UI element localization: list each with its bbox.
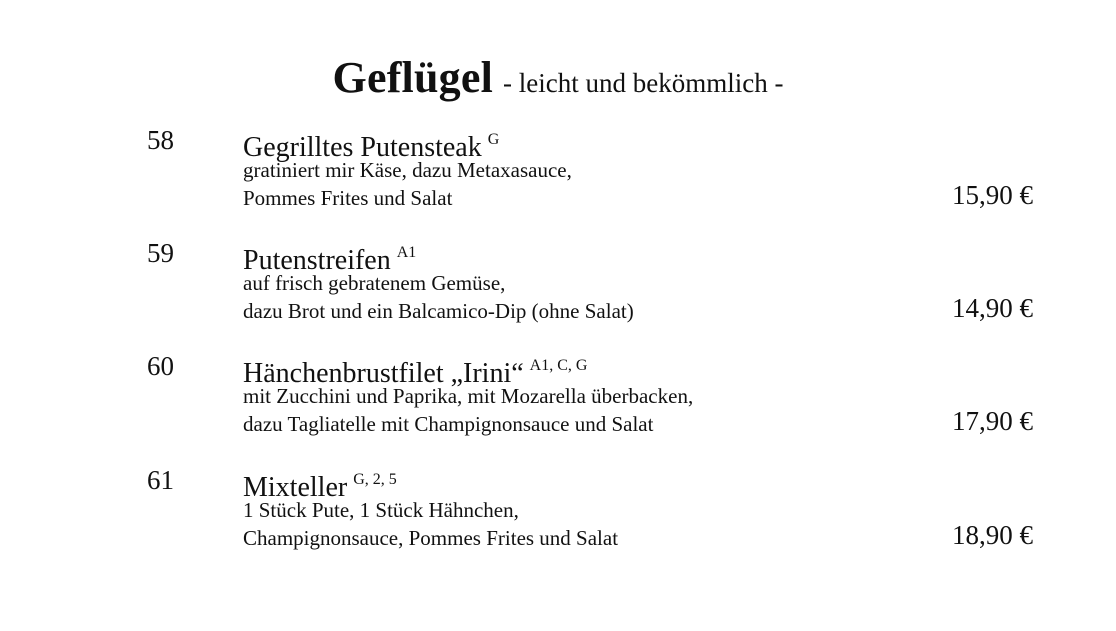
item-allergens: G <box>487 131 500 148</box>
item-allergens: A1 <box>396 244 417 261</box>
item-description-line1: mit Zucchini und Paprika, mit Mozarella überbacken, <box>243 384 694 408</box>
menu-item-61 <box>0 465 1116 565</box>
item-number: 59 <box>147 238 174 268</box>
item-allergens: G, 2, 5 <box>353 471 397 488</box>
item-name-text: Putenstreifen <box>243 245 391 276</box>
item-allergens: A1, C, G <box>529 357 588 374</box>
section-title: Geflügel <box>332 53 494 102</box>
menu-item-60 <box>0 351 1116 451</box>
item-name-text: Hänchenbrustfilet „Irini“ <box>243 358 524 389</box>
item-description-line2: dazu Brot und ein Balcamico-Dip (ohne Salat) <box>243 299 634 323</box>
menu-item-59 <box>0 238 1116 338</box>
item-description-line1: 1 Stück Pute, 1 Stück Hähnchen, <box>243 498 519 522</box>
item-price: 15,90 € <box>952 180 1033 210</box>
item-description-line1: gratiniert mir Käse, dazu Metaxasauce, <box>243 158 572 182</box>
item-number: 58 <box>147 125 174 155</box>
menu-section-heading <box>0 52 1116 103</box>
menu-item-58 <box>0 125 1116 225</box>
item-number: 60 <box>147 351 174 381</box>
item-price: 14,90 € <box>952 293 1033 323</box>
item-name-text: Mixteller <box>243 472 348 503</box>
item-description-line2: Champignonsauce, Pommes Frites und Salat <box>243 526 619 550</box>
item-price: 18,90 € <box>952 520 1033 550</box>
item-price: 17,90 € <box>952 406 1033 436</box>
item-name-text: Gegrilltes Putensteak <box>243 132 482 163</box>
section-subtitle: - leicht und bekömmlich - <box>503 68 784 98</box>
item-number: 61 <box>147 465 174 495</box>
item-description-line2: dazu Tagliatelle mit Champignonsauce und Salat <box>243 412 654 436</box>
item-description-line1: auf frisch gebratenem Gemüse, <box>243 271 506 295</box>
item-description-line2: Pommes Frites und Salat <box>243 186 453 210</box>
